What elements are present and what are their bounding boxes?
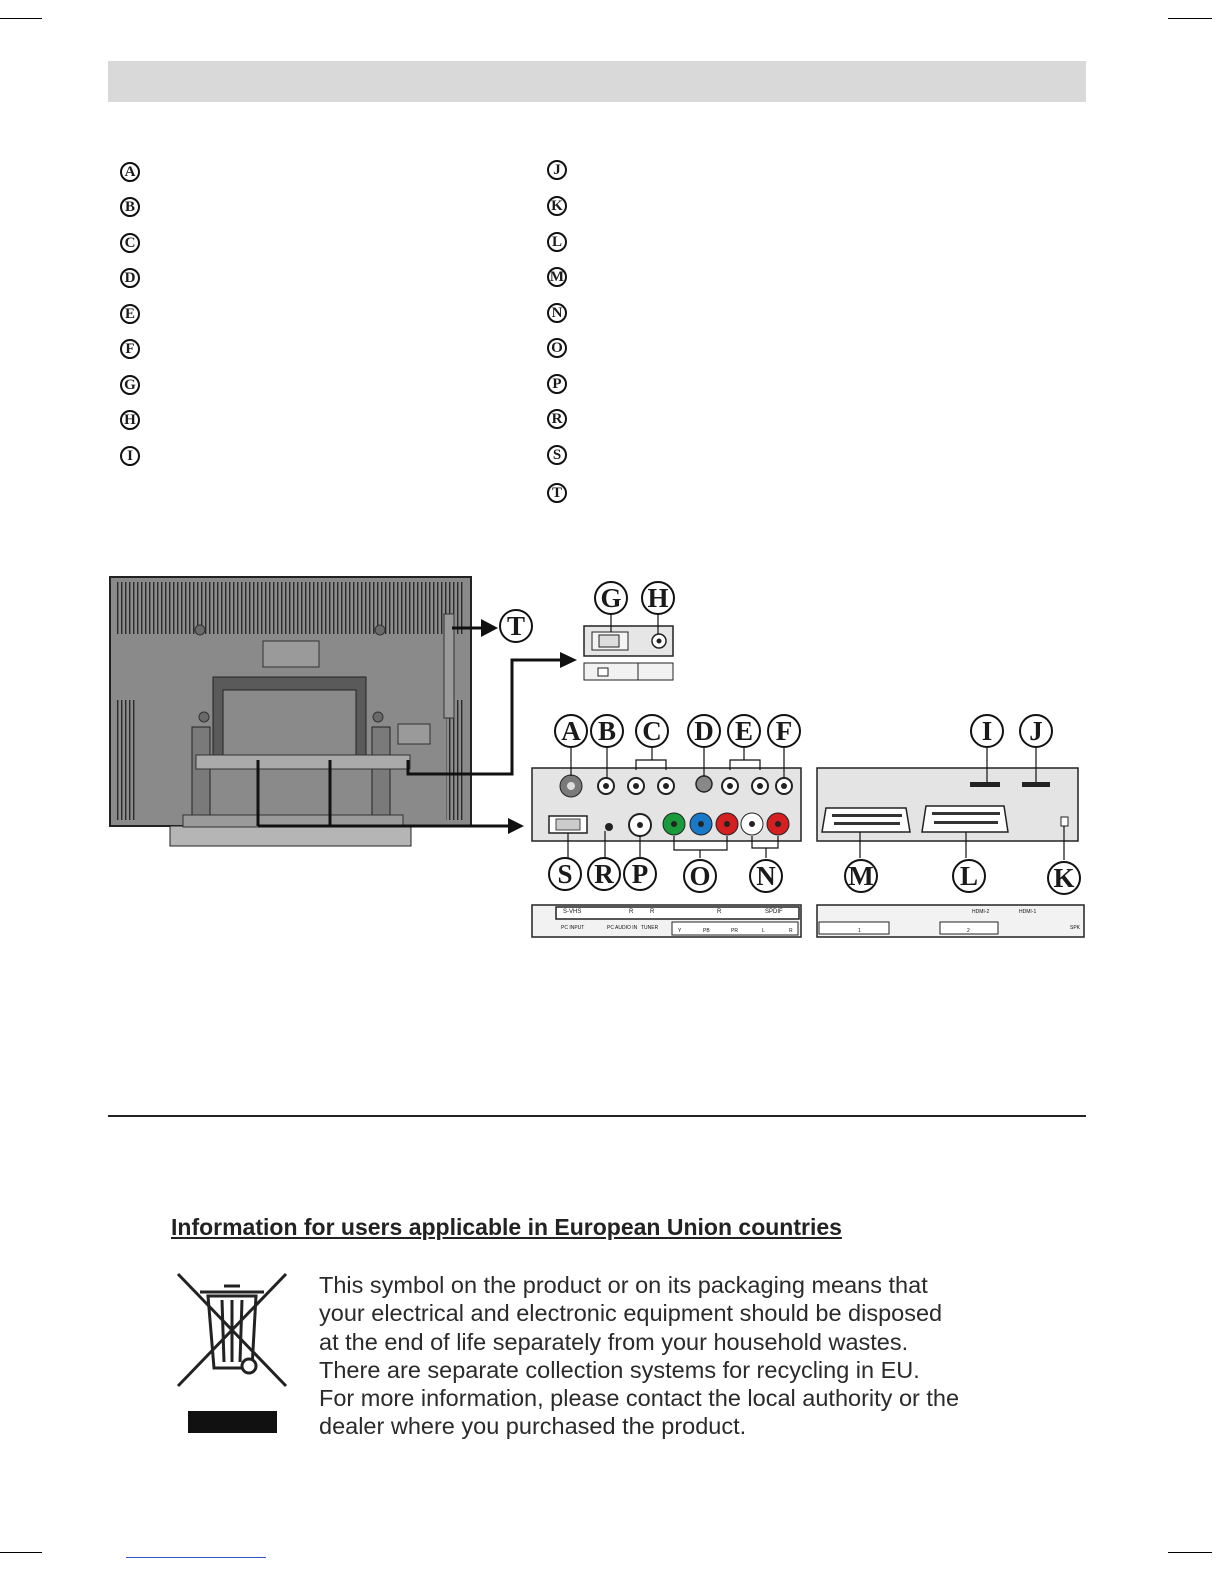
tv-small-plate bbox=[398, 724, 430, 744]
legend-letter: O bbox=[547, 338, 567, 358]
callout-k: K bbox=[1047, 861, 1081, 895]
label-pc-input: PC INPUT bbox=[561, 925, 585, 931]
weee-line: your electrical and electronic equipment should be disposed bbox=[319, 1300, 943, 1327]
callout-s: S bbox=[548, 857, 582, 891]
label-pr: PR bbox=[731, 928, 738, 934]
footer-link-line bbox=[126, 1557, 266, 1558]
tv-left-vents bbox=[117, 700, 135, 820]
legend-letter: B bbox=[120, 197, 140, 217]
hdmi-2-port bbox=[970, 782, 1000, 787]
legend-letter: N bbox=[547, 303, 567, 323]
callout-e: E bbox=[727, 714, 761, 748]
callout-g: G bbox=[594, 581, 628, 615]
weee-black-bar bbox=[188, 1411, 277, 1433]
weee-line: For more information, please contact the local authority or the bbox=[319, 1385, 960, 1412]
weee-line: at the end of life separately from your household wastes. bbox=[319, 1328, 909, 1355]
label-scart2: 2 bbox=[967, 928, 970, 934]
legend-letter: A bbox=[120, 162, 140, 182]
label-l: L bbox=[762, 928, 765, 934]
label-r2: R bbox=[650, 909, 655, 915]
callout-p: P bbox=[623, 857, 657, 891]
callout-o: O bbox=[683, 859, 717, 893]
callout-f: F bbox=[767, 714, 801, 748]
weee-line: There are separate collection systems for recycling in EU. bbox=[319, 1356, 920, 1383]
legend-letter: H bbox=[120, 410, 140, 430]
legend-letter: G bbox=[120, 375, 140, 395]
legend-letter: J bbox=[547, 160, 567, 180]
callout-t: T bbox=[499, 609, 533, 643]
weee-line: This symbol on the product or on its packaging means that bbox=[319, 1272, 928, 1298]
legend-letter: R bbox=[547, 409, 567, 429]
legend-letter: E bbox=[120, 304, 140, 324]
callout-i: I bbox=[970, 714, 1004, 748]
scart-1 bbox=[822, 808, 910, 832]
label-hdmi1: HDMI-1 bbox=[1019, 909, 1037, 915]
legend-letter: D bbox=[120, 268, 140, 288]
hdmi-1-port bbox=[1022, 782, 1050, 787]
label-pb: PB bbox=[703, 928, 710, 934]
weee-bin-icon bbox=[178, 1274, 286, 1386]
callout-n: N bbox=[749, 859, 783, 893]
label-svhs: S-VHS bbox=[563, 909, 582, 915]
label-r4: R bbox=[789, 928, 793, 934]
legend-letter: M bbox=[547, 267, 567, 287]
callout-j: J bbox=[1019, 714, 1053, 748]
callout-a: A bbox=[554, 714, 588, 748]
label-r3: R bbox=[717, 909, 722, 915]
section-divider bbox=[108, 1115, 1086, 1117]
label-y: Y bbox=[678, 928, 682, 934]
weee-line: dealer where you purchased the product. bbox=[319, 1413, 747, 1440]
tv-label-plate bbox=[263, 641, 319, 667]
tv-top-vents bbox=[117, 582, 464, 634]
legend-letter: K bbox=[547, 196, 567, 216]
weee-heading: Information for users applicable in European Union countries bbox=[171, 1214, 842, 1240]
weee-body bbox=[319, 1271, 1039, 1441]
label-r1: R bbox=[629, 909, 634, 915]
callout-b: B bbox=[590, 714, 624, 748]
legend-letter: F bbox=[120, 339, 140, 359]
legend-letter: C bbox=[120, 233, 140, 253]
legend-letter: T bbox=[547, 483, 567, 503]
scart-2 bbox=[922, 806, 1008, 832]
label-spdif: SPDIF bbox=[765, 909, 783, 915]
label-hdmi2: HDMI-2 bbox=[972, 909, 990, 915]
legend-letter: I bbox=[120, 446, 140, 466]
label-pc-audio: PC AUDIO IN bbox=[607, 925, 638, 931]
callout-m: M bbox=[844, 859, 878, 893]
legend-letter: P bbox=[547, 374, 567, 394]
legend-letter: L bbox=[547, 232, 567, 252]
callout-d: D bbox=[687, 714, 721, 748]
callout-r: R bbox=[587, 857, 621, 891]
callout-c: C bbox=[635, 714, 669, 748]
callout-h: H bbox=[641, 581, 675, 615]
label-tuner: TUNER bbox=[641, 925, 659, 931]
legend-letter: S bbox=[547, 445, 567, 465]
label-spk: SPK bbox=[1070, 925, 1081, 931]
tv-stand-base bbox=[170, 826, 411, 846]
callout-l: L bbox=[952, 859, 986, 893]
label-scart1: 1 bbox=[858, 928, 861, 934]
